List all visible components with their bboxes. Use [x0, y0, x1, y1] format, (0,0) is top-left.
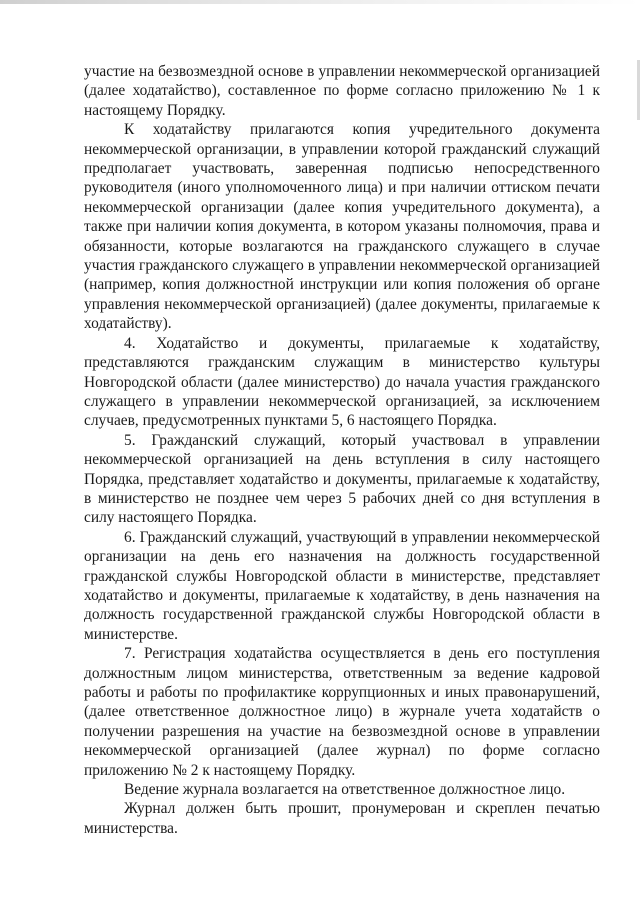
paragraph-journal-keeping: Ведение журнала возлагается на ответственное должностное лицо.	[124, 781, 566, 799]
paragraph-continuation: участие на безвозмездной основе в управлении некоммерческой организацией (далее ходатайство), составленное по форме согласно приложению № 1 к настоящему Порядку.	[84, 63, 600, 119]
paragraph-item-5: 5. Гражданский служащий, который участвовал в управлении некоммерческой организацией на день вступления в силу настоящего Порядка, представляет ходатайство и документы, прилагаемые к ходатайству, в министерство не позднее чем через 5 рабочих дней со дня вступления в силу настоящего Порядка.	[84, 431, 600, 527]
paragraph-item-6: 6. Гражданский служащий, участвующий в управлении некоммерческой организации на день его назначения на должность государственной гражданской службы Новгородской области в министерстве, представляет ходатайство и документы, прилагаемые к ходатайству, в день назначения на должность государственной гражданской службы Новгородской области в министерстве.	[84, 528, 600, 643]
paragraph-item-4: 4. Ходатайство и документы, прилагаемые к ходатайству, представляются гражданским служащим в министерство культуры Новгородской области (далее министерство) до начала участия гражданского служащего в управлении некоммерческой организацией, за исключением случаев, предусмотренных пунктами 5, 6 настоящего Порядка.	[84, 334, 600, 430]
scan-top-edge	[0, 0, 640, 4]
paragraph-journal-binding: Журнал должен быть прошит, пронумерован и скреплен печатью министерства.	[84, 800, 600, 837]
document-body	[84, 62, 600, 838]
paragraph-item-7: 7. Регистрация ходатайства осуществляется в день его поступления должностным лицом министерства, ответственным за ведение кадровой работы и работы по профилактике коррупционных и иных правонарушений, (далее ответственное должностное лицо) в журнале учета ходатайств о получении разрешения на участие на безвозмездной основе в управлении некоммерческой организацией (далее журнал) по форме согласно приложению № 2 к настоящему Порядку.	[84, 645, 600, 779]
paragraph-attachments: К ходатайству прилагаются копия учредительного документа некоммерческой организации, в управлении которой гражданский служащий предполагает участвовать, заверенная подписью непосредственного руководителя (иного уполномоченного лица) и при наличии оттиском печати некоммерческой организации (далее копия учредительного документа), а также при наличии копия документа, в котором указаны полномочия, права и обязанности, которые возлагаются на гражданского служащего в случае участия гражданского служащего в управлении некоммерческой организацией (например, копия должностной инструкции или копия положения об органе управления некоммерческой организацией) (далее документы, прилагаемые к ходатайству).	[84, 121, 600, 333]
